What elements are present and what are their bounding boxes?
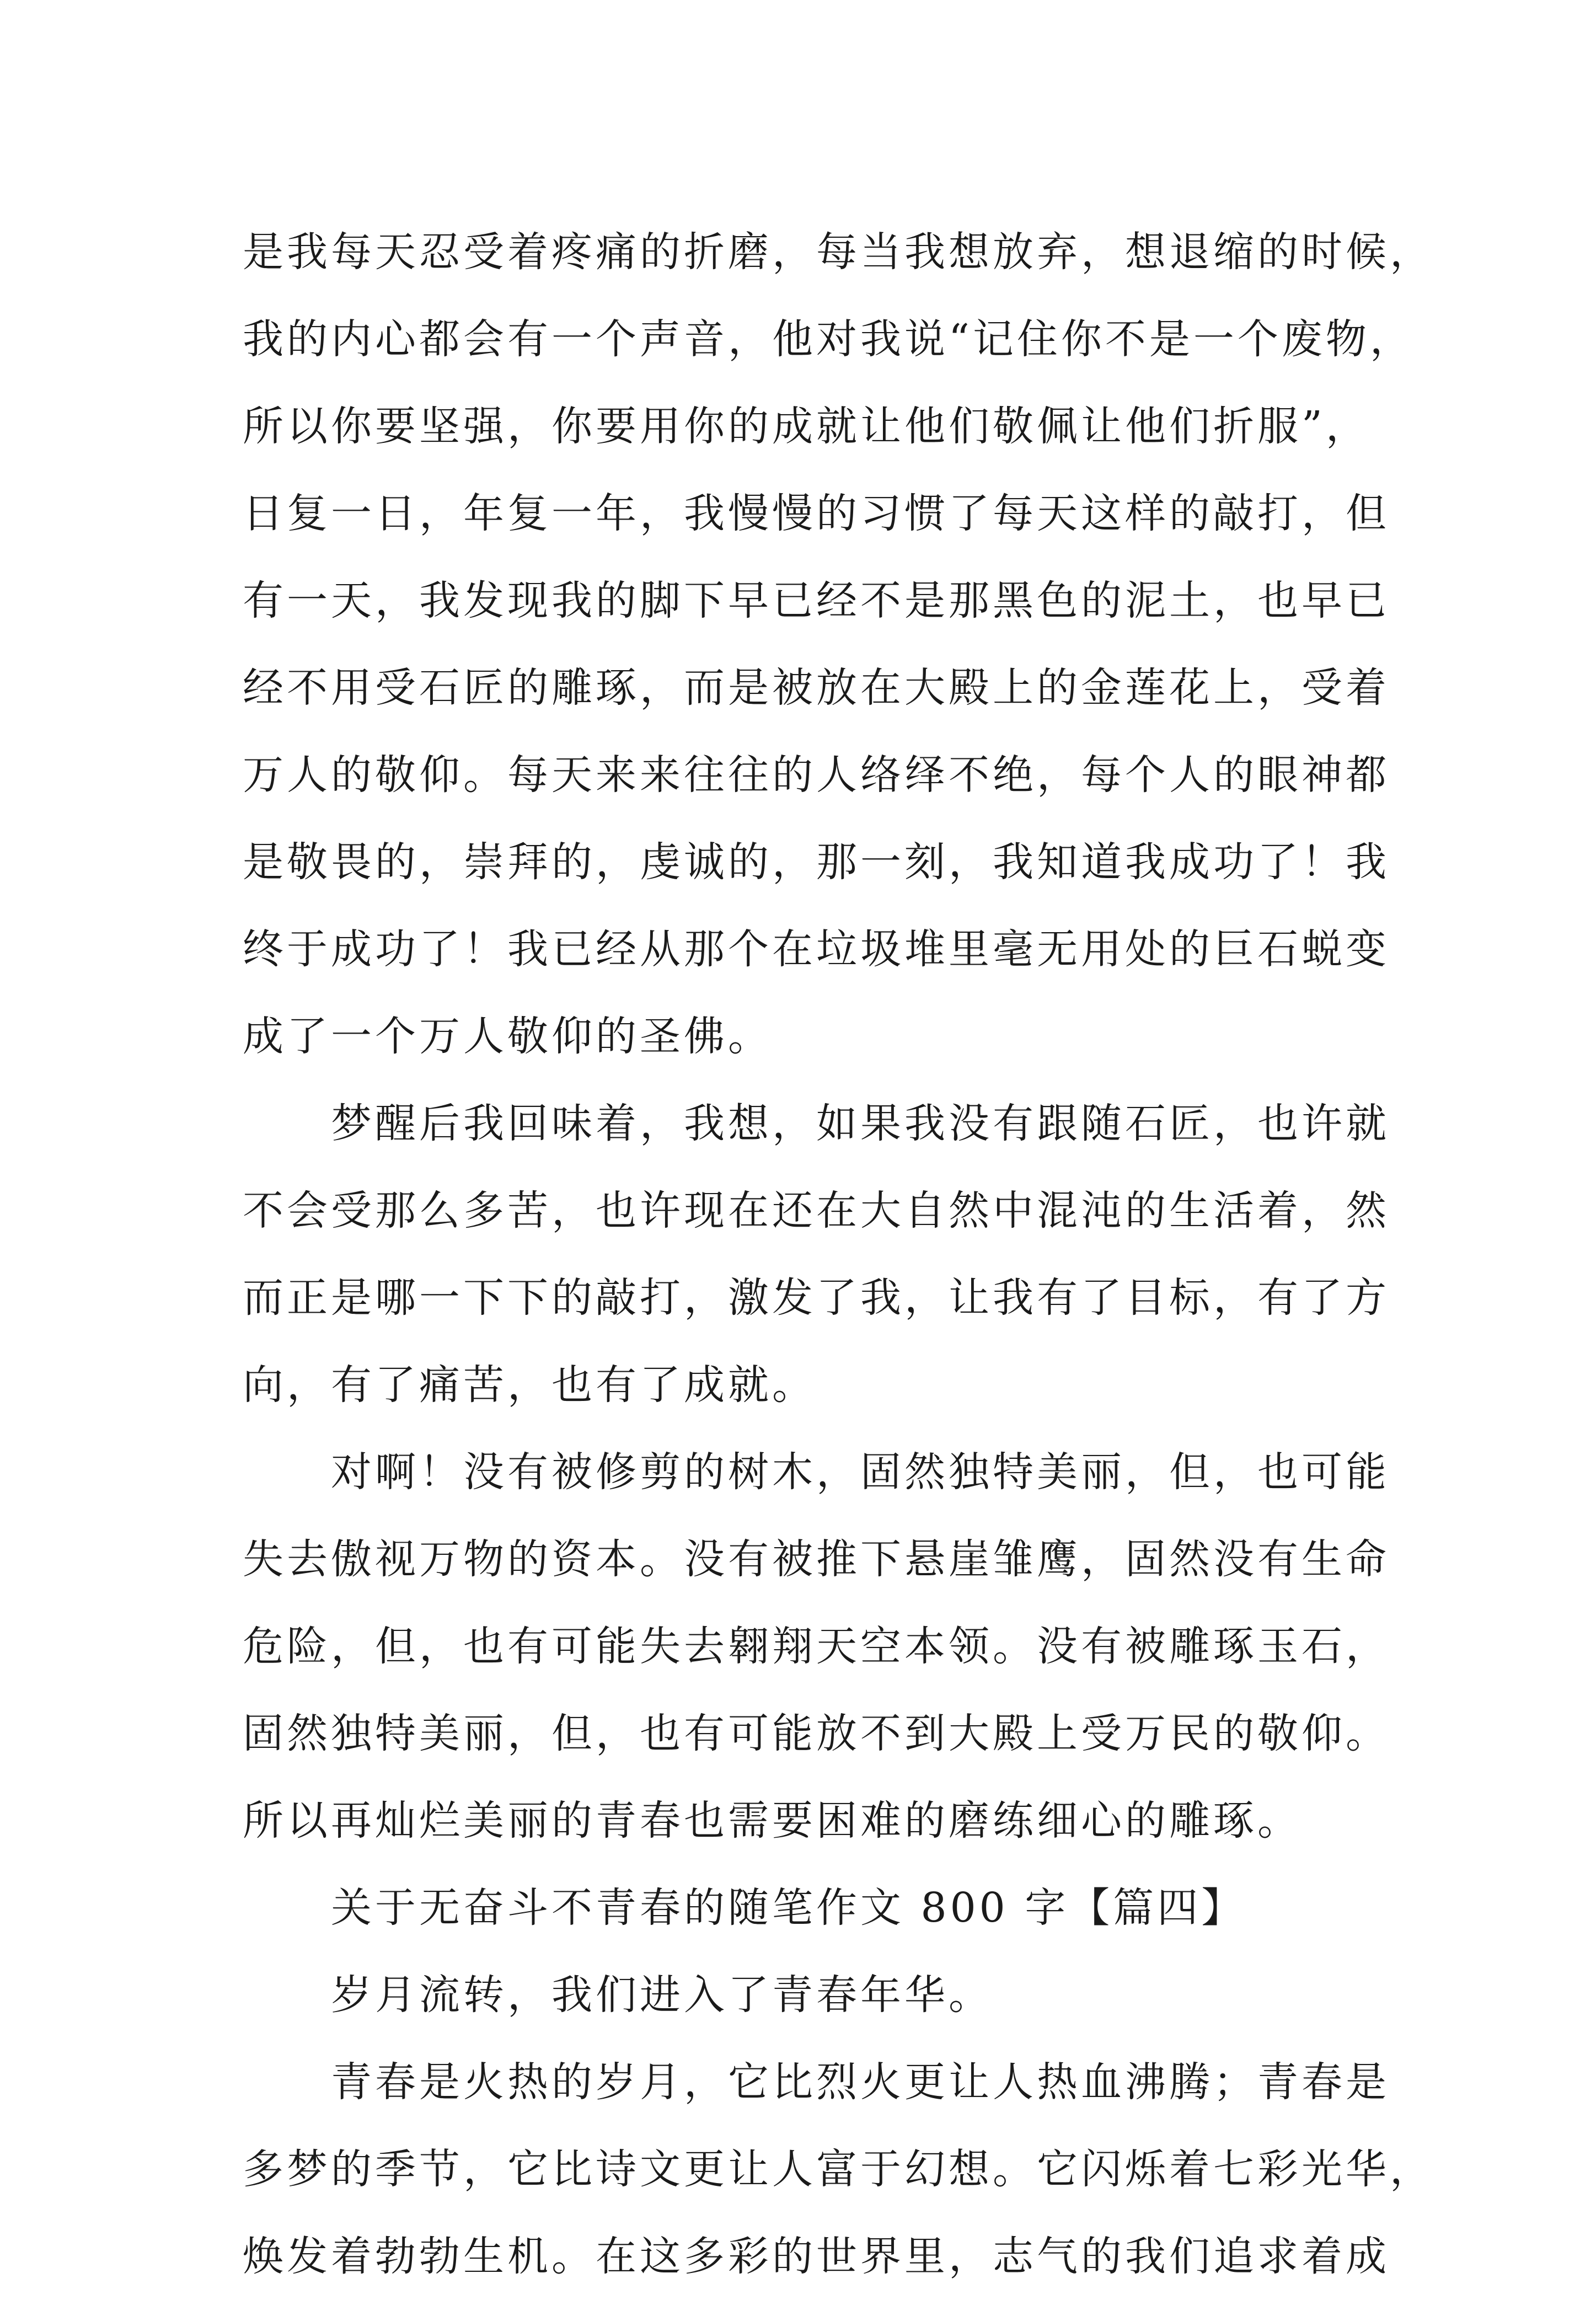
text-line: 危险，但，也有可能失去翱翔天空本领。没有被雕琢玉石，: [243, 1623, 1390, 1670]
text-line: 是我每天忍受着疼痛的折磨，每当我想放弃，想退缩的时候，: [243, 228, 1434, 276]
text-line: 固然独特美丽，但，也有可能放不到大殿上受万民的敬仰。: [243, 1710, 1390, 1757]
text-line: 对啊！没有被修剪的树木，固然独特美丽，但，也可能: [331, 1448, 1390, 1496]
text-line: 是敬畏的，崇拜的，虔诚的，那一刻，我知道我成功了！我: [243, 838, 1390, 886]
text-line: 岁月流转，我们进入了青春年华。: [331, 1971, 993, 2019]
text-line: 万人的敬仰。每天来来往往的人络绎不绝，每个人的眼神都: [243, 751, 1390, 799]
text-line: 有一天，我发现我的脚下早已经不是那黑色的泥土，也早已: [243, 577, 1390, 624]
text-line: 向，有了痛苦，也有了成就。: [243, 1361, 816, 1409]
text-line: 成了一个万人敬仰的圣佛。: [243, 1013, 772, 1060]
text-line: 多梦的季节，它比诗文更让人富于幻想。它闪烁着七彩光华，: [243, 2146, 1434, 2193]
text-line: 日复一日，年复一年，我慢慢的习惯了每天这样的敲打，但: [243, 490, 1390, 537]
text-line: 而正是哪一下下的敲打，激发了我，让我有了目标，有了方: [243, 1274, 1390, 1322]
text-line: 我的内心都会有一个声音，他对我说“记住你不是一个废物，: [243, 315, 1414, 363]
text-line: 梦醒后我回味着，我想，如果我没有跟随石匠，也许就: [331, 1100, 1390, 1147]
text-line: 所以再灿烂美丽的青春也需要困难的磨练细心的雕琢。: [243, 1797, 1302, 1844]
document-body: [243, 208, 1434, 2300]
text-line: 经不用受石匠的雕琢，而是被放在大殿上的金莲花上，受着: [243, 664, 1390, 712]
text-line: 终于成功了！我已经从那个在垃圾堆里毫无用处的巨石蜕变: [243, 926, 1390, 973]
text-line: 失去傲视万物的资本。没有被推下悬崖雏鹰，固然没有生命: [243, 1536, 1390, 1583]
text-line: 焕发着勃勃生机。在这多彩的世界里，志气的我们追求着成: [243, 2233, 1390, 2280]
text-line: 关于无奋斗不青春的随笔作文 800 字【篇四】: [331, 1884, 1246, 1932]
text-line: 不会受那么多苦，也许现在还在大自然中混沌的生活着，然: [243, 1187, 1390, 1234]
text-line: 所以你要坚强，你要用你的成就让他们敬佩让他们折服”，: [243, 403, 1370, 450]
text-line: 青春是火热的岁月，它比烈火更让人热血沸腾；青春是: [331, 2058, 1390, 2106]
